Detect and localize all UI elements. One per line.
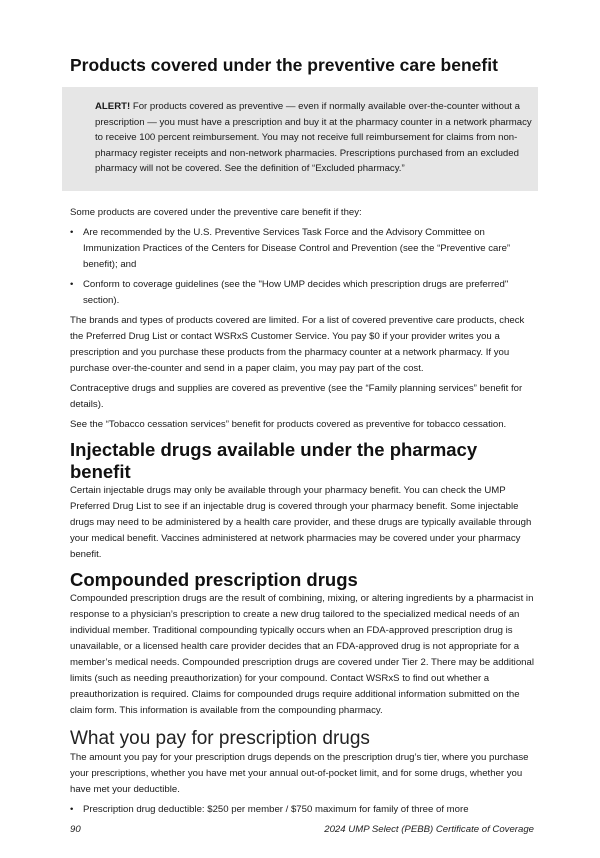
paragraph: Contraceptive drugs and supplies are covered as preventive (see the “Family planning services” benefit for details). xyxy=(70,382,523,410)
section-title-injectable: Injectable drugs available under the pharmacy benefit xyxy=(70,438,478,482)
preventive-criteria-list xyxy=(70,225,534,309)
alert-body: For products covered as preventive — even if normally available over-the-counter without a prescription — you must have a prescription and buy it at the pharmacy counter in a network pharmacy to receive 100 percent reimbursement. You may not receive full reimbursement for claims from non-pharmacy register receipts and non-network pharmacies. Prescriptions purchased from an excluded pharmacy will not be covered. See the definition of “Excluded pharmacy.” xyxy=(95,101,532,174)
list-item: • Conform to coverage guidelines (see the "How UMP decides which prescription drugs are preferred" section). xyxy=(70,277,534,309)
injectable-section xyxy=(70,439,534,563)
section-title-preventive-products: Products covered under the preventive care benefit xyxy=(70,55,498,75)
section-title-what-you-pay: What you pay for prescription drugs xyxy=(70,727,370,749)
compounded-section xyxy=(70,569,534,719)
alert-label: ALERT! xyxy=(95,101,131,112)
document-title: 2024 UMP Select (PEBB) Certificate of Coverage xyxy=(324,823,534,835)
paragraph: Compounded prescription drugs are the result of combining, mixing, or altering ingredients by a pharmacist in response to a physician’s prescription to create a new drug tailored to the specialized medical needs of an individual member. Traditional compounding typically occurs when an FDA-approved prescription drug is unavailable, or a licensed health care provider decides that an FDA-approved drug is not appropriate for a member’s medical needs. Compounded prescription drugs are covered under Tier 2. There may be additional limits (such as needing preauthorization) for your compound. Contact WSRxS to find out whether a preauthorization is required. Claims for compounded drugs require additional information submitted on the claim form. This information is available from the compounding pharmacy. xyxy=(70,592,534,716)
what-you-pay-section xyxy=(70,727,534,818)
paragraph: The amount you pay for your prescription drugs depends on the prescription drug’s tier, where you purchase your prescriptions, whether you have met your annual out-of-pocket limit, and for some drugs, whether you have met your deductible. xyxy=(70,751,529,795)
preventive-body xyxy=(70,205,534,433)
section-title-compounded: Compounded prescription drugs xyxy=(70,568,358,590)
paragraph: The brands and types of products covered are limited. For a list of covered preventive care products, check the Preferred Drug List or contact WSRxS Customer Service. You pay $0 if your provider writes you a prescription and you purchase these products from the pharmacy counter at a network pharmacy. If you purchase over-the-counter and send in a paper claim, you may pay part of the cost. xyxy=(70,314,525,374)
paragraph: Certain injectable drugs may only be available through your pharmacy benefit. You can check the UMP Preferred Drug List to see if an injectable drug is covered through your pharmacy benefit. Some injectable drugs may need to be administered by a health care provider, and these drugs are typically available through your medical benefit. Vaccines administered at network pharmacies may be covered under your pharmacy benefit. xyxy=(70,484,532,560)
page-footer xyxy=(70,822,534,838)
list-item: • Prescription drug deductible: $250 per member / $750 maximum for family of three of more xyxy=(70,802,534,818)
intro-text: Some products are covered under the preventive care benefit if they: xyxy=(70,206,362,218)
page-number: 90 xyxy=(70,823,81,835)
deductible-list xyxy=(70,802,534,818)
paragraph: See the “Tobacco cessation services” benefit for products covered as preventive for tobacco cessation. xyxy=(70,418,507,430)
alert-box xyxy=(62,87,538,191)
list-item: • Are recommended by the U.S. Preventive Services Task Force and the Advisory Committee on Immunization Practices of the Centers for Disease Control and Prevention (see the “Preventive care” benefit); and xyxy=(70,225,534,273)
alert-text xyxy=(95,99,538,177)
